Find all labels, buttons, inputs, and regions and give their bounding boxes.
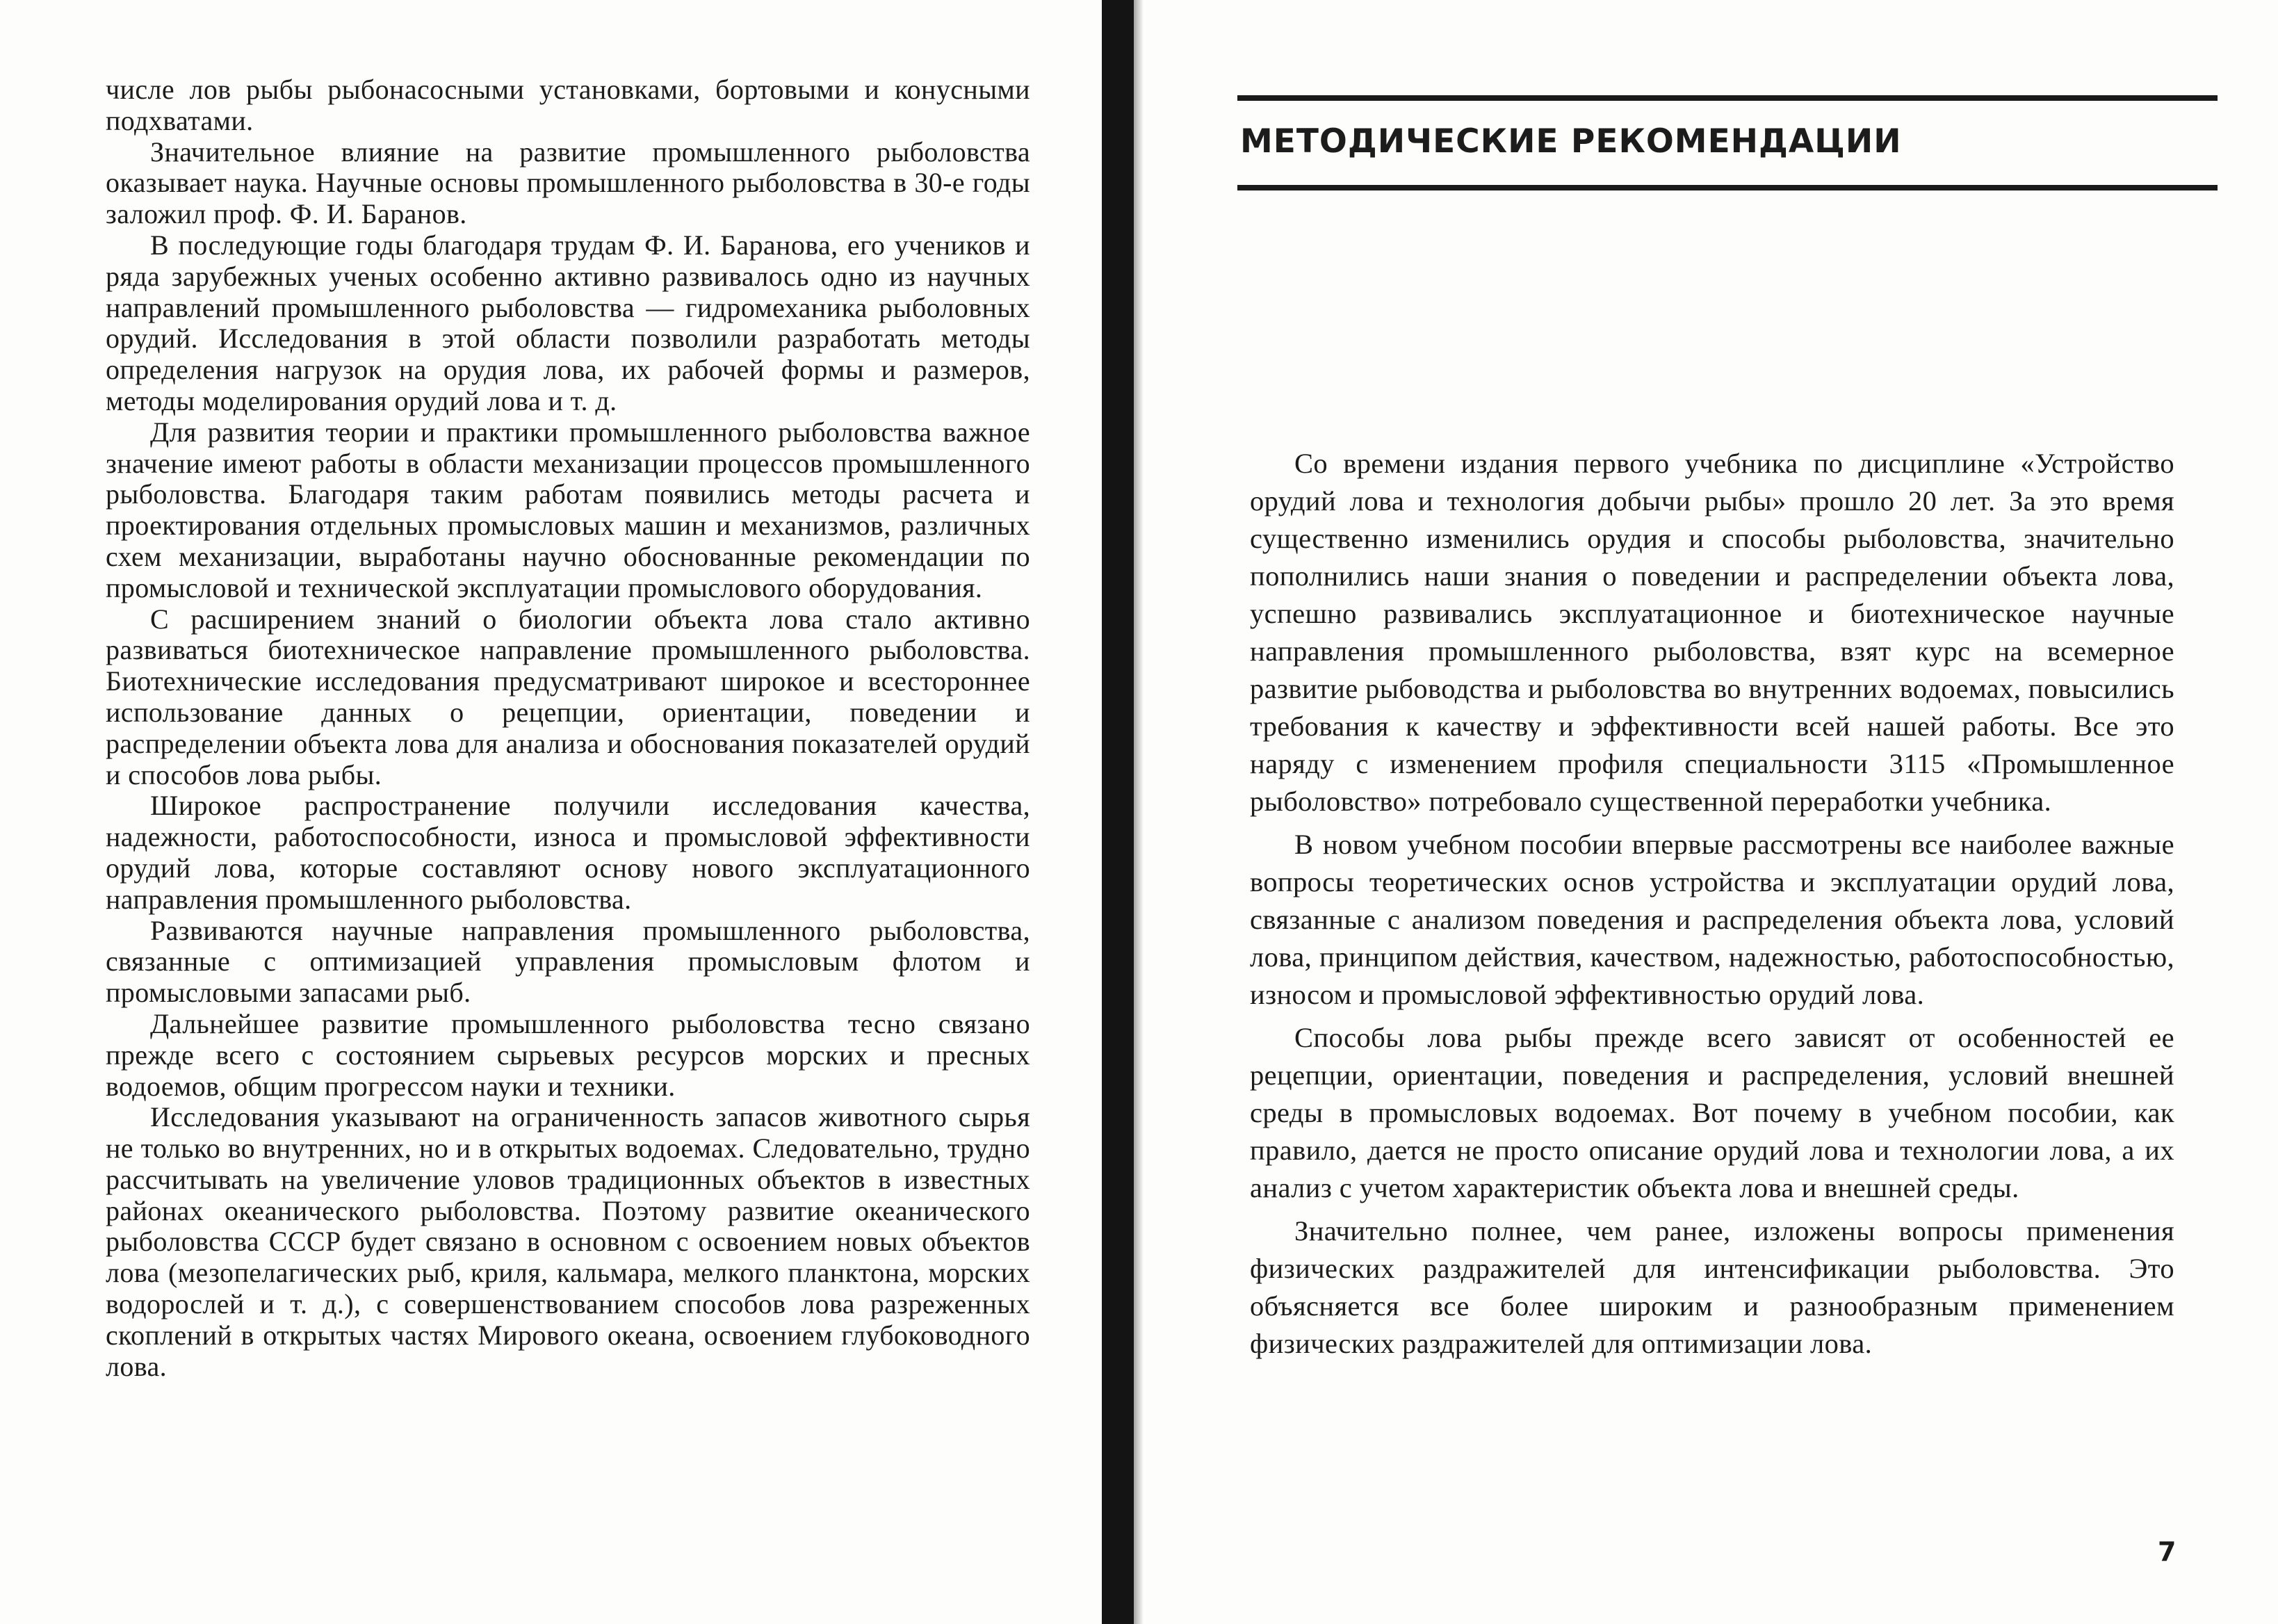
paragraph: Исследования указывают на ограниченность запасов животного сырья не только во внутренних, но и в открытых водоемах. Следовательно, трудно рассчитывать на увеличение уловов традиционных объектов в известных районах океанического рыболовства. Поэтому развитие океанического рыболовства СССР будет связано в основном с освоением новых объектов лова (мезопелагических рыб, криля, кальмара, мелкого планктона, морских водорослей и т. д.), с совершенствованием способов лова разреженных скоплений в открытых частях Мирового океана, освоением глубоководного лова. — [106, 1101, 1030, 1382]
gutter-shadow — [1134, 0, 1144, 1624]
section-heading: МЕТОДИЧЕСКИЕ РЕКОМЕНДАЦИИ — [1240, 122, 1902, 161]
page-number: 7 — [2158, 1536, 2177, 1567]
paragraph: Значительно полнее, чем ранее, изложены вопросы применения физических раздражителей для интенсификации рыболовства. Это объясняется все более широким и разнообразным применением физических раздражителей для оптимизации лова. — [1250, 1215, 2174, 1359]
paragraph: Развиваются научные направления промышленного рыболовства, связанные с оптимизацией управления промысловым флотом и промысловыми запасами рыб. — [106, 914, 1030, 1009]
heading-rule-bottom — [1237, 185, 2218, 190]
heading-rule-top — [1237, 95, 2218, 101]
left-page — [0, 0, 1098, 1624]
paragraph: Со времени издания первого учебника по дисциплине «Устройство орудий лова и технология добычи рыбы» прошло 20 лет. За это время существенно изменились орудия и способы рыболовства, значительно пополнились наши знания о поведении и распределении объекта лова, успешно развивались эксплуатационное и биотехническое научные направления промышленного рыболовства, взят курс на всемерное развитие рыбоводства и рыболовства во внутренних водоемах, повысились требования к качеству и эффективности всей нашей работы. Все это наряду с изменением профиля специальности 3115 «Промышленное рыболовство» потребовало существенной переработки учебника. — [1250, 448, 2175, 817]
paragraph: В последующие годы благодаря трудам Ф. И. Баранова, его учеников и ряда зарубежных ученых особенно активно развивалось одно из научных направлений промышленного рыболовства — гидромеханика рыболовных орудий. Исследования в этой области позволили разработать методы определения нагрузок на орудия лова, их рабочей формы и размеров, методы моделирования орудий лова и т. д. — [106, 229, 1030, 416]
paragraph: Широкое распространение получили исследования качества, надежности, работоспособности, износа и промысловой эффективности орудий лова, которые составляют основу нового эксплуатационного направления промышленного рыболовства. — [106, 790, 1030, 915]
paragraph: Дальнейшее развитие промышленного рыболовства тесно связано прежде всего с состоянием сырьевых ресурсов морских и пресных водоемов, общим прогрессом науки и техники. — [106, 1007, 1030, 1102]
paragraph: числе лов рыбы рыбонасосными установками, бортовыми и конусными подхватами. — [106, 74, 1030, 136]
left-page-text — [106, 74, 1030, 1382]
paragraph: Для развития теории и практики промышленного рыболовства важное значение имеют работы в области механизации процессов промышленного рыболовства. Благодаря таким работам появились методы расчета и проектирования отдельных промысловых машин и механизмов, различных схем механизации, выработаны научно обоснованные рекомендации по промысловой и технической эксплуатации промыслового оборудования. — [106, 416, 1030, 603]
paragraph: Значительное влияние на развитие промышленного рыболовства оказывает наука. Научные основы промышленного рыболовства в 30-е годы заложил проф. Ф. И. Баранов. — [106, 136, 1030, 230]
paragraph: Способы лова рыбы прежде всего зависят от особенностей ее рецепции, ориентации, поведения и распределения, условий внешней среды в промысловых водоемах. Вот почему в учебном пособии, как правило, дается не просто описание орудий лова и технологии лова, а их анализ с учетом характеристик объекта лова и внешней среды. — [1250, 1022, 2174, 1203]
right-page-text — [1250, 445, 2174, 1368]
paragraph: С расширением знаний о биологии объекта лова стало активно развиваться биотехническое направление промышленного рыболовства. Биотехнические исследования предусматривают широкое и всестороннее использование данных о рецепции, ориентации, поведении и распределении объекта лова для анализа и обоснования показателей орудий и способов лова рыбы. — [106, 603, 1030, 790]
book-spine-gutter — [1102, 0, 1134, 1624]
paragraph: В новом учебном пособии впервые рассмотрены все наиболее важные вопросы теоретических основ устройства и эксплуатации орудий лова, связанные с анализом поведения и распределения объекта лова, условий лова, принципом действия, качеством, надежностью, работоспособностью, износом и промысловой эффективностью орудий лова. — [1250, 829, 2174, 1010]
right-page — [1154, 0, 2278, 1624]
